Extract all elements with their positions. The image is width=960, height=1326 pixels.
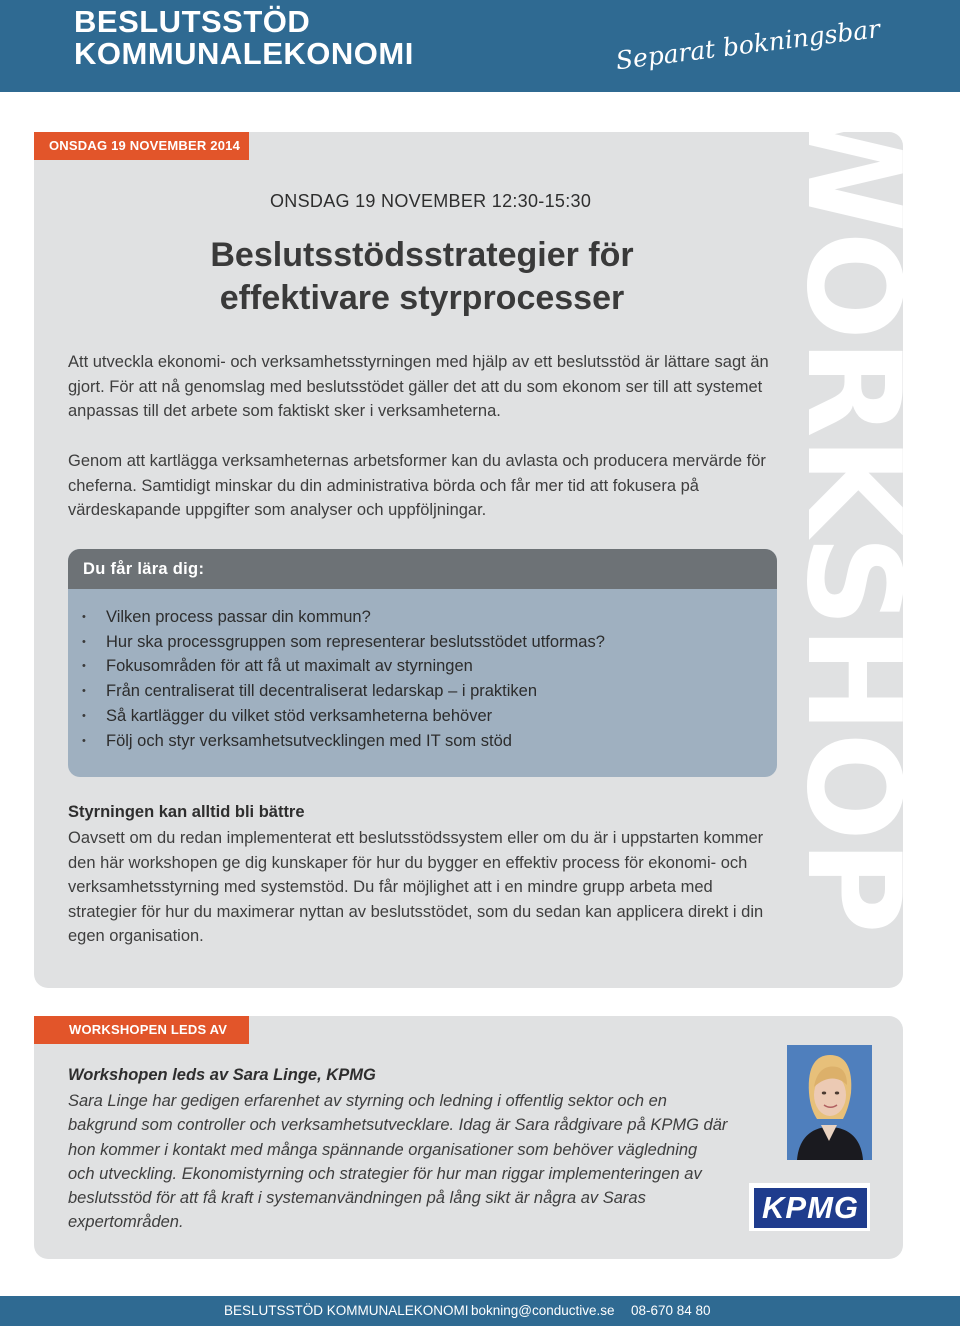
booking-tagline: Separat bokningsbar xyxy=(614,14,882,76)
kpmg-logo-text: KPMG xyxy=(754,1188,867,1228)
benefit-paragraph: Genom att kartlägga verksamheternas arbetsformer kan du avlasta och producera mervärde för cheferna. Samtidigt minskar du din administrativa börda och får mer tid att fokusera på värdeskapande uppgifter som analyser och uppföljningar. xyxy=(68,452,766,519)
list-item xyxy=(82,654,777,679)
date-tab: ONSDAG 19 NOVEMBER 2014 xyxy=(34,132,249,160)
header-title xyxy=(74,6,594,70)
bullet-icon: • xyxy=(82,611,86,623)
list-item-text: Så kartlägger du vilket stöd verksamheterna behöver xyxy=(106,706,493,725)
learning-heading: Du får lära dig: xyxy=(68,549,777,589)
header-band xyxy=(0,0,960,92)
bullet-icon: • xyxy=(82,685,86,698)
list-item xyxy=(82,630,777,655)
header-title-line2: KOMMUNALEKONOMI xyxy=(74,36,414,71)
bullet-icon: • xyxy=(82,660,86,673)
list-item xyxy=(82,704,777,729)
list-item-text: Vilken process passar din kommun? xyxy=(106,608,371,626)
session-title-line2: effektivare styrprocesser xyxy=(219,279,625,317)
bullet-icon: • xyxy=(82,709,86,722)
footer-product: BESLUTSSTÖD KOMMUNALEKONOMI xyxy=(224,1303,469,1318)
portrait-image xyxy=(787,1045,872,1160)
steering-paragraph: Oavsett om du redan implementerat ett beslutsstödssystem eller om du är i uppstarten kommer den här workshopen ge dig kunskaper för hur du bygger en effektiv process för ekonomi- och verksamhetsstyrning med systemstöd. Du får möjlighet att i en mindre grupp arbeta med strategier för hur du maximerar nyttan av beslutsstödet, som du sedan kan applicera direkt i din egen organisation. xyxy=(68,829,764,945)
leader-title: Workshopen leds av Sara Linge, KPMG xyxy=(68,1066,376,1084)
session-time: ONSDAG 19 NOVEMBER 12:30-15:30 xyxy=(270,191,592,211)
leader-bio: Sara Linge har gedigen erfarenhet av styrning och ledning i offentlig sektor och en bakgrund som controller och verksamhetsutvecklare. Idag är Sara rådgivare på KPMG där hon kommer i kontakt med många spännande organisationer som behöver vägledning och utveckling. Ekonomistyrning och strategier för hur man riggar implementeringen av beslutsstöd för att få kraft i systemanvändningen på lång sikt är några av Saras expertområden. xyxy=(68,1092,728,1232)
header-title-line1: BESLUTSSTÖD xyxy=(74,4,311,39)
session-title-line1: Beslutsstödsstrategier för xyxy=(210,236,634,274)
bullet-icon: • xyxy=(82,635,86,648)
footer-bar xyxy=(0,1296,960,1326)
footer-email-link[interactable]: bokning@conductive.se xyxy=(471,1303,615,1318)
learning-list xyxy=(68,589,777,753)
list-item xyxy=(82,729,777,754)
leader-tab: WORKSHOPEN LEDS AV xyxy=(34,1016,249,1044)
kpmg-logo xyxy=(749,1183,870,1231)
list-item-text: Fokusområden för att få ut maximalt av styrningen xyxy=(106,657,473,676)
workshop-side-word: WORKSHOP xyxy=(778,91,927,933)
leader-photo xyxy=(787,1045,872,1160)
footer-phone: 08-670 84 80 xyxy=(631,1303,711,1318)
list-item-text: Hur ska processgruppen som representerar beslutsstödet utformas? xyxy=(106,632,605,651)
list-item-text: Följ och styr verksamhetsutvecklingen med IT som stöd xyxy=(106,731,512,750)
intro-paragraph: Att utveckla ekonomi- och verksamhetsstyrningen med hjälp av ett beslutsstöd är lättare sagt än gjort. För att nå genomslag med beslutsstödet gäller det att du som ekonom ser till att systemet anpassas till det arbete som faktiskt sker i verksamheterna. xyxy=(68,353,769,420)
session-title xyxy=(68,234,776,320)
list-item xyxy=(82,605,777,630)
bullet-icon: • xyxy=(82,734,86,747)
list-item-text: Från centraliserat till decentraliserat ledarskap – i praktiken xyxy=(106,682,538,701)
list-item xyxy=(82,679,777,704)
steering-heading: Styrningen kan alltid bli bättre xyxy=(68,803,305,821)
learning-box xyxy=(68,549,777,777)
